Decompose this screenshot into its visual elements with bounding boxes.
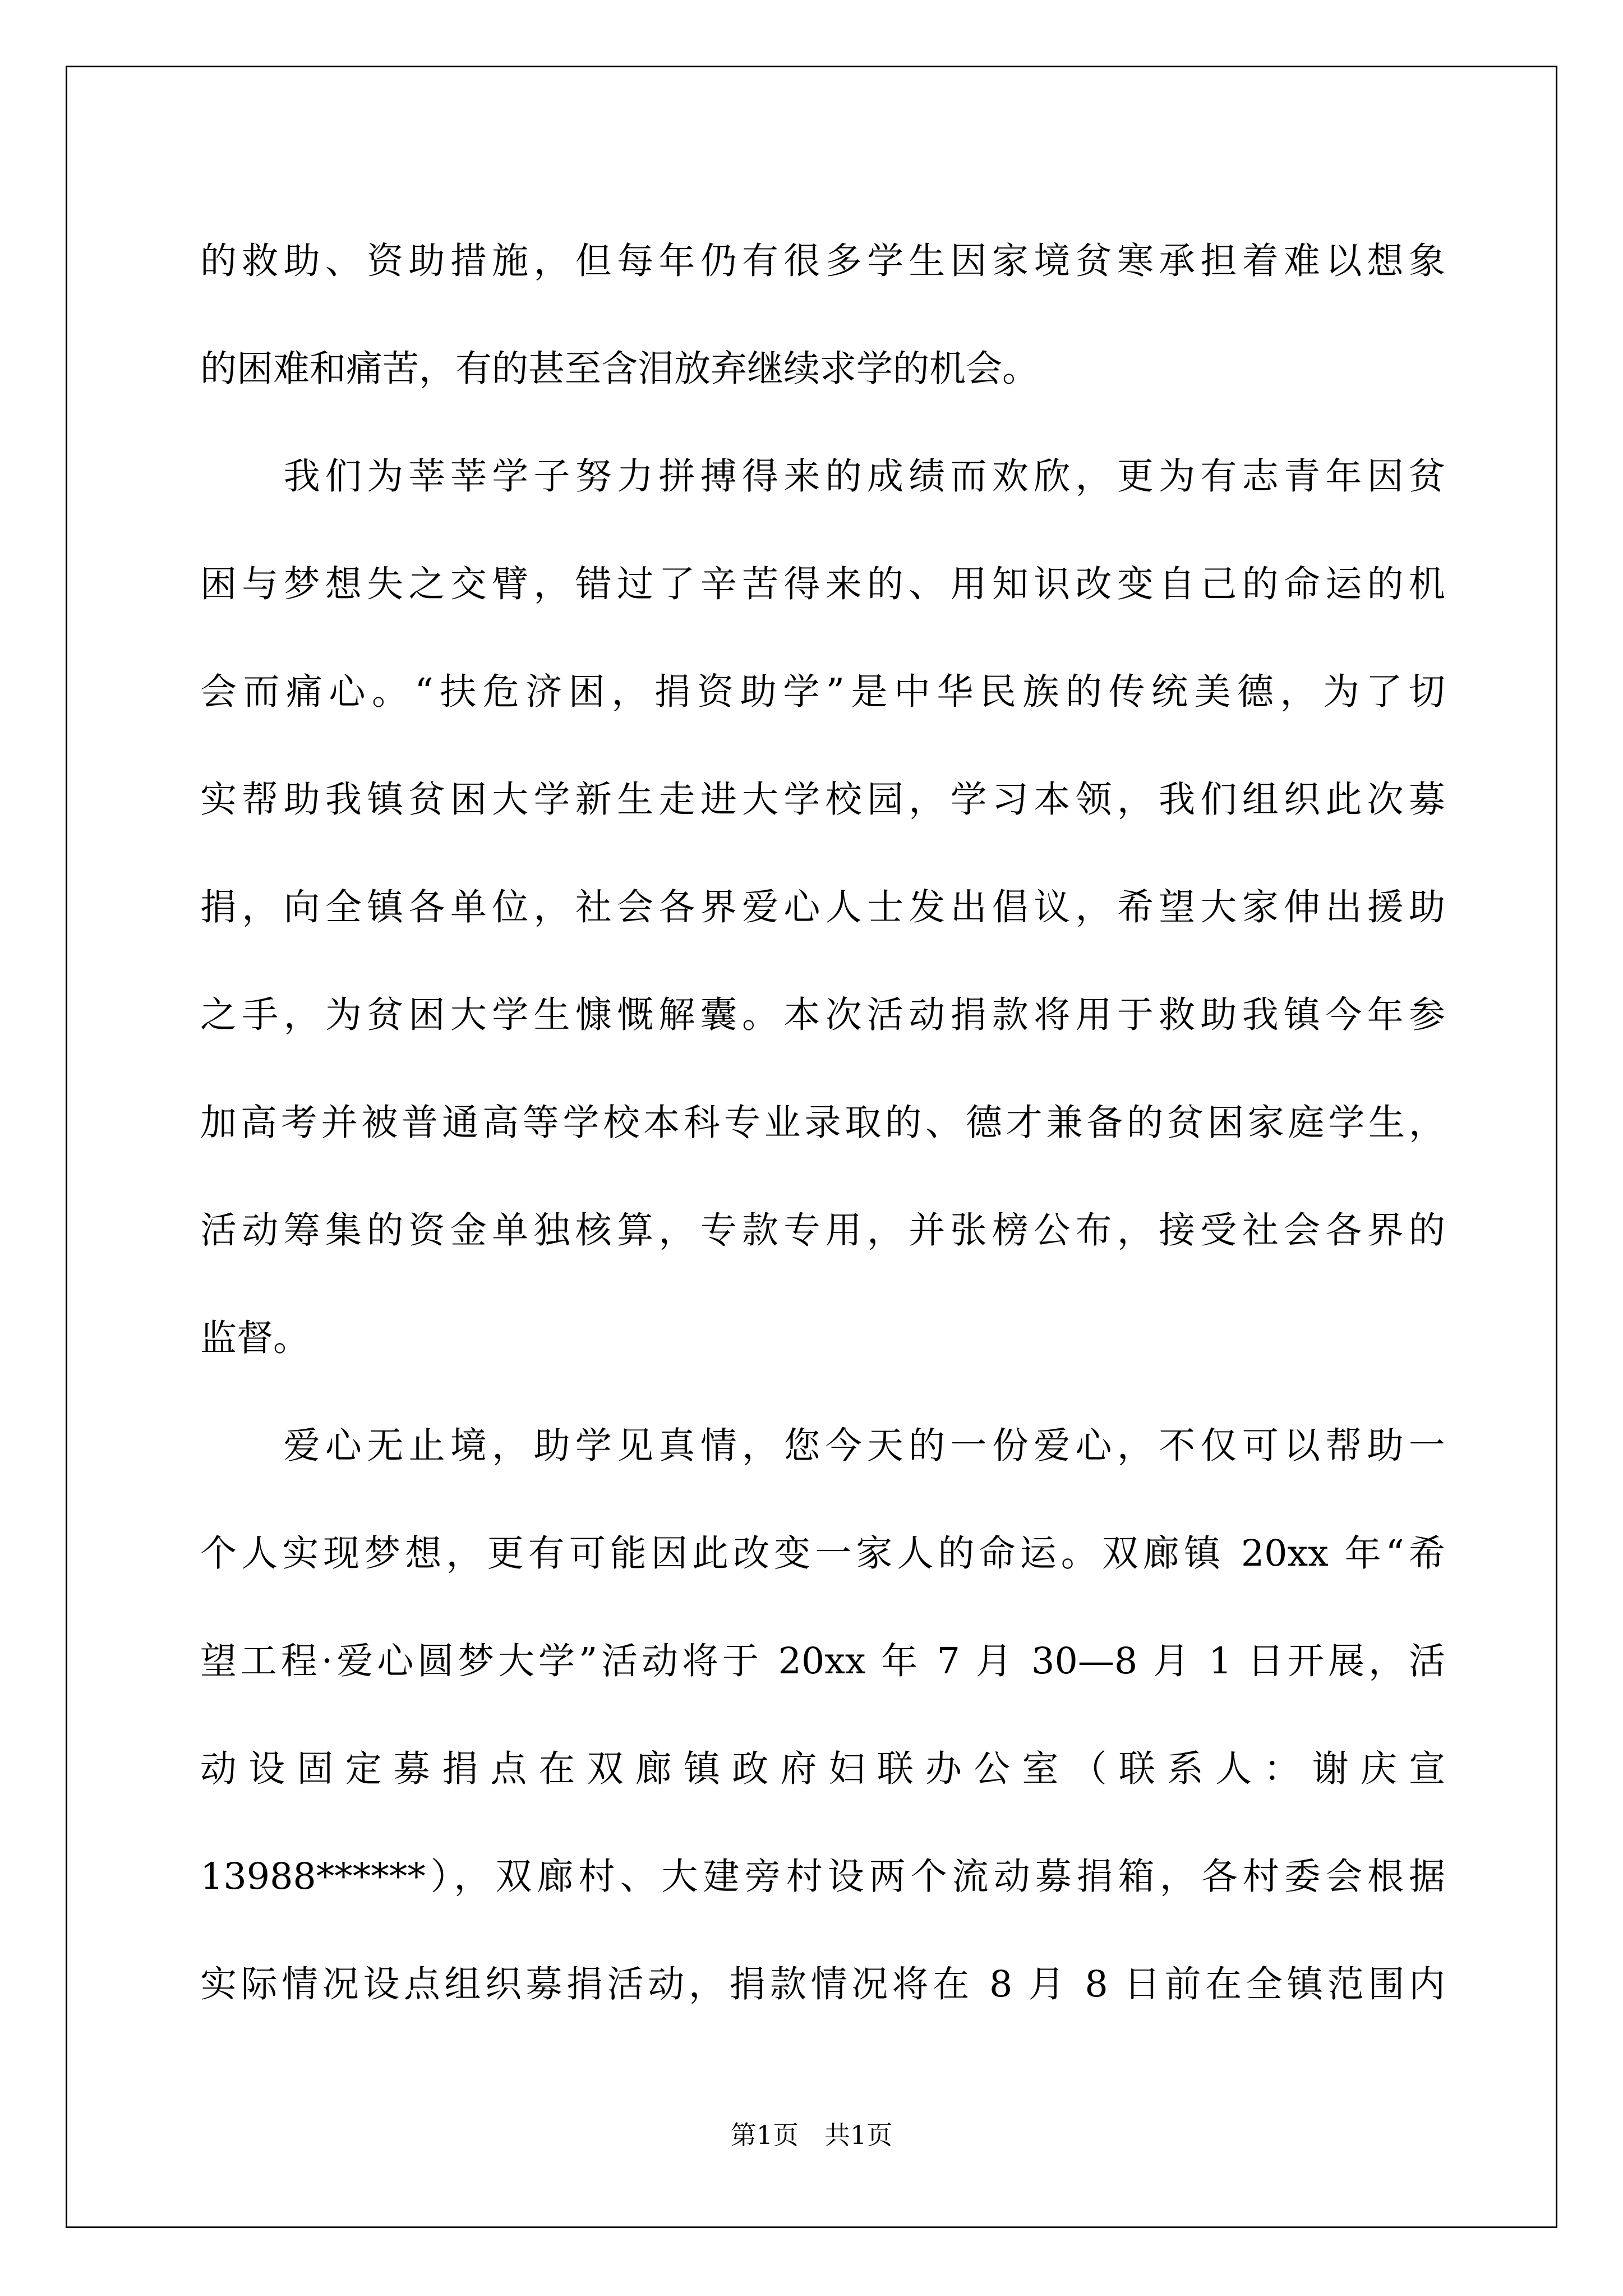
document-body (200, 208, 1445, 2039)
text-line: 实帮助我镇贫困大学新生走进大学校园，学习本领，我们组织此次募 (200, 779, 1445, 821)
text-line: 困与梦想失之交臂，错过了辛苦得来的、用知识改变自己的命运的机 (200, 563, 1445, 605)
text-line: 实际情况设点组织募捐活动，捐款情况将在 8 月 8 日前在全镇范围内 (200, 1963, 1445, 2005)
text-line: 活动筹集的资金单独核算，专款专用，并张榜公布，接受社会各界的 (200, 1209, 1445, 1251)
text-line: 会而痛心。“扶危济困，捐资助学”是中华民族的传统美德，为了切 (200, 671, 1445, 713)
text-line: 爱心无止境，助学见真情，您今天的一份爱心，不仅可以帮助一 (200, 1425, 1445, 1467)
text-line: 的困难和痛苦，有的甚至含泪放弃继续求学的机会。 (200, 348, 1039, 390)
text-line: 加高考并被普通高等学校本科专业录取的、德才兼备的贫困家庭学生， (200, 1102, 1445, 1144)
text-line: 的救助、资助措施，但每年仍有很多学生因家境贫寒承担着难以想象 (200, 240, 1445, 282)
text-line: 13988******），双廊村、大建旁村设两个流动募捐箱，各村委会根据 (200, 1856, 1445, 1898)
text-line: 动设固定募捐点在双廊镇政府妇联办公室（联系人：谢庆宣 (200, 1748, 1445, 1790)
text-line: 个人实现梦想，更有可能因此改变一家人的命运。双廊镇 20xx 年“希 (200, 1533, 1445, 1575)
text-line: 我们为莘莘学子努力拼搏得来的成绩而欢欣，更为有志青年因贫 (200, 455, 1445, 498)
text-line: 望工程·爱心圆梦大学”活动将于 20xx 年 7 月 30—8 月 1 日开展，活 (200, 1640, 1445, 1682)
text-line: 监督。 (200, 1317, 310, 1359)
text-line: 捐，向全镇各单位，社会各界爱心人士发出倡议，希望大家伸出援助 (200, 886, 1445, 928)
text-line: 之手，为贫困大学生慷慨解囊。本次活动捐款将用于救助我镇今年参 (200, 994, 1445, 1036)
page-footer: 第1页 共1页 (730, 2120, 893, 2150)
